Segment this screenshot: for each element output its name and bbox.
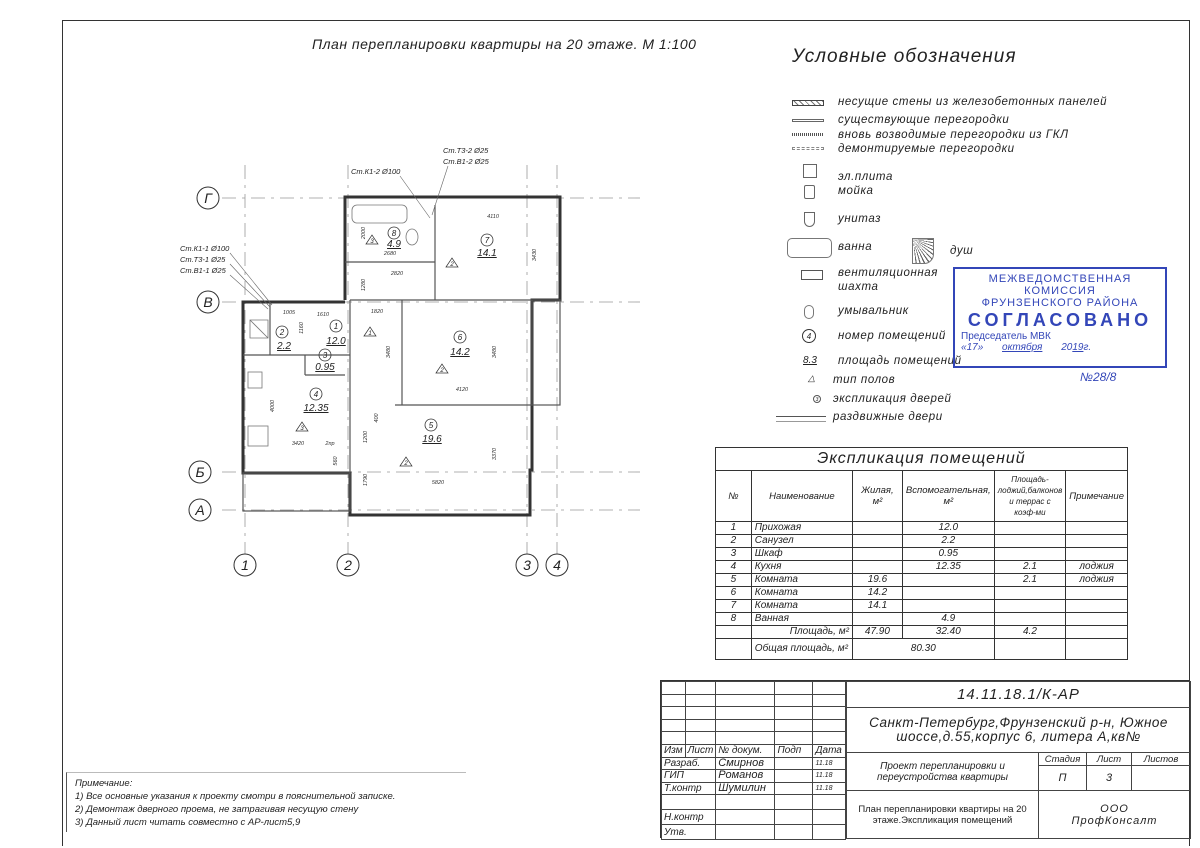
- load-bearing-wall-icon: [792, 100, 824, 106]
- legend-item: ванна: [838, 241, 873, 253]
- col-header: Изм: [662, 744, 686, 757]
- bathtub-icon: [352, 205, 407, 223]
- drawing-code: 14.11.18.1/К-АР: [846, 681, 1191, 708]
- notes: [66, 772, 466, 832]
- table-cell: [994, 548, 1066, 561]
- table-cell: Комната: [751, 600, 852, 613]
- signature-role: ГИП: [662, 770, 716, 783]
- company-line: ООО: [1100, 802, 1129, 815]
- table-row: [716, 587, 1128, 600]
- floor-type-markers: [296, 235, 458, 466]
- room-number: 5: [428, 421, 434, 430]
- table-cell: лоджия: [1066, 574, 1128, 587]
- notes-heading: Примечание:: [75, 778, 133, 789]
- dimension: 2820: [390, 271, 404, 277]
- table-cell: лоджия: [1066, 561, 1128, 574]
- signature-date: 11.18: [813, 770, 846, 783]
- table-cell: 4.9: [902, 613, 994, 626]
- partitions: [243, 205, 560, 511]
- signature-row: [662, 770, 846, 783]
- room-number: 1: [333, 322, 339, 331]
- col-header: № докум.: [716, 744, 775, 757]
- stamp-day: 17: [966, 342, 978, 353]
- table-cell: [902, 600, 994, 613]
- dimension: 4110: [487, 214, 499, 220]
- room-area: 14.2: [450, 347, 470, 358]
- total-aux: 32.40: [902, 626, 994, 639]
- table-cell: Кухня: [751, 561, 852, 574]
- stage-label: Стадия: [1038, 752, 1087, 766]
- signature-cell: [775, 795, 813, 810]
- legend-item: площадь помещений: [838, 355, 962, 367]
- dimension: 3370: [492, 447, 498, 461]
- legend-item: шахта: [838, 281, 879, 293]
- table-cell: [994, 535, 1066, 548]
- axis-markers: [189, 187, 568, 576]
- legend-item: экспликация дверей: [833, 393, 952, 405]
- room-number: 8: [391, 229, 397, 238]
- legend-item: несущие стены из железобетонных панелей: [838, 96, 1108, 108]
- table-row: [716, 535, 1128, 548]
- dimension: 1820: [370, 309, 384, 315]
- column-header: №: [716, 471, 752, 522]
- toilet-icon: [804, 212, 815, 227]
- stamp-number: №28/8: [1080, 370, 1117, 384]
- total-loggia: 4.2: [994, 626, 1066, 639]
- sheets-label: Листов: [1131, 752, 1191, 766]
- stamp-line: ФРУНЗЕНСКОГО РАЙОНА: [981, 297, 1139, 309]
- total-label: Площадь, м²: [751, 626, 852, 639]
- floor-type: 3: [370, 239, 374, 245]
- table-cell: [852, 535, 902, 548]
- shower-icon: [912, 238, 934, 264]
- sheet-name: План перепланировки квартиры на 20 этаже.Экспликация помещений: [846, 790, 1039, 839]
- explication-table: [715, 447, 1128, 660]
- axis-label: Б: [195, 464, 205, 480]
- room-area: 4.9: [387, 239, 401, 250]
- signature-row: [662, 795, 846, 810]
- table-cell: 19.6: [852, 574, 902, 587]
- demolished-partition-icon: [792, 147, 824, 150]
- loggia-kitchen: [243, 473, 350, 511]
- stamp-line: МЕЖВЕДОМСТВЕННАЯ: [988, 273, 1132, 285]
- table-cell: 12.0: [902, 522, 994, 535]
- dimension: 2680: [383, 251, 397, 257]
- note-item: 2) Демонтаж дверного проема, не затрагивая несущую стену: [75, 804, 359, 815]
- table-cell: Комната: [751, 587, 852, 600]
- legend-item: вновь возводимые перегородки из ГКЛ: [838, 129, 1069, 141]
- axis-label: 1: [241, 557, 249, 573]
- signature-role: Н.контр: [662, 810, 716, 825]
- axis-label: А: [195, 502, 205, 518]
- signature-date: [813, 810, 846, 825]
- sheet-value: 3: [1086, 765, 1132, 791]
- sheet-label: Лист: [1086, 752, 1132, 766]
- room-area: 12.0: [326, 336, 346, 347]
- project-name: Проект перепланировки и переустройства квартиры: [846, 752, 1039, 791]
- bathtub-icon: [787, 238, 832, 258]
- table-cell: [852, 522, 902, 535]
- axis-label: Г: [204, 190, 212, 206]
- signature-cell: [775, 770, 813, 783]
- legend-item: душ: [950, 245, 974, 257]
- stamp-month: октября: [1002, 342, 1043, 353]
- table-cell: Прихожая: [751, 522, 852, 535]
- column-header: Жилая, м²: [852, 471, 902, 522]
- axis-label: 3: [523, 557, 531, 573]
- legend-item: вентиляционная: [838, 267, 939, 279]
- pipe-label: Ст.В1-2 Ø25: [443, 157, 489, 166]
- room-area: 2.2: [277, 341, 291, 352]
- signature-role: Т.контр: [662, 782, 716, 795]
- table-cell: [1066, 535, 1128, 548]
- legend-title: Условные обозначения: [792, 46, 1017, 67]
- room-area: 14.1: [477, 248, 497, 259]
- stamp-approved: СОГЛАСОВАНО: [967, 310, 1153, 330]
- table-cell: [1066, 587, 1128, 600]
- table-cell: 7: [716, 600, 752, 613]
- table-cell: 2: [716, 535, 752, 548]
- overall-label: Общая площадь, м²: [751, 639, 852, 660]
- table-cell: [994, 613, 1066, 626]
- table-cell: 14.1: [852, 600, 902, 613]
- pipe-label: Ст.В1-1 Ø25: [180, 266, 226, 275]
- pipe-label: Ст.К1-1 Ø100: [180, 244, 230, 253]
- table-row: [716, 561, 1128, 574]
- dimension: 4120: [455, 387, 469, 393]
- table-cell: 1: [716, 522, 752, 535]
- signature-cell: [775, 825, 813, 840]
- table-cell: [994, 522, 1066, 535]
- room-markers: [276, 227, 493, 431]
- room-number: 2: [279, 328, 285, 337]
- room-area: 12.35: [303, 403, 329, 414]
- area-sample: 8.3: [803, 355, 817, 366]
- table-row: [716, 613, 1128, 626]
- address: Санкт-Петербург,Фрунзенский р-н, Южное шоссе,д.55,корпус 6, литера А,кв№: [846, 707, 1191, 753]
- table-cell: [1066, 522, 1128, 535]
- dimension: 400: [374, 413, 380, 423]
- floor-type: 3: [300, 426, 304, 432]
- stamp-line: КОМИССИЯ: [1024, 285, 1096, 297]
- signature-name: [716, 795, 775, 810]
- dimension: 1160: [299, 322, 305, 334]
- sink-icon: [804, 185, 815, 199]
- legend-item: умывальник: [838, 305, 909, 317]
- axis-label: В: [203, 294, 213, 310]
- legend-item: существующие перегородки: [838, 114, 1010, 126]
- signature-date: [813, 795, 846, 810]
- stamp-chairman: Председатель МВК: [961, 331, 1051, 342]
- signature-name: Смирнов: [716, 757, 775, 770]
- table-caption: Экспликация помещений: [716, 448, 1128, 471]
- stove-icon: [803, 164, 817, 178]
- stamp-year-unit: г.: [1083, 342, 1092, 353]
- pipe-label: Ст.К1-2 Ø100: [351, 167, 401, 176]
- floor-type: 2: [450, 262, 454, 268]
- signature-cell: [775, 810, 813, 825]
- table-cell: 12.35: [902, 561, 994, 574]
- floor-type: 1: [368, 331, 372, 337]
- table-cell: Комната: [751, 574, 852, 587]
- company: [1038, 790, 1191, 839]
- col-header: Лист: [685, 744, 716, 757]
- signature-role: Разраб.: [662, 757, 716, 770]
- room-number: 3: [322, 351, 328, 360]
- dimension: 1790: [363, 473, 369, 487]
- signature-date: [813, 825, 846, 840]
- signature-name: [716, 810, 775, 825]
- pipe-label: Ст.Т3-2 Ø25: [443, 146, 489, 155]
- signature-row: [662, 810, 846, 825]
- table-row: [716, 600, 1128, 613]
- table-cell: 3: [716, 548, 752, 561]
- column-header: Вспомогательная, м²: [902, 471, 994, 522]
- column-header: Наименование: [751, 471, 852, 522]
- dimension: 1200: [363, 430, 369, 444]
- axis-lines: [222, 165, 640, 555]
- table-cell: [852, 613, 902, 626]
- signature-row: [662, 825, 846, 840]
- company-line: ПрофКонсалт: [1071, 814, 1158, 827]
- table-cell: [902, 574, 994, 587]
- floor-type: 2: [404, 461, 408, 467]
- legend-item: унитаз: [838, 213, 882, 225]
- gkl-partition-icon: [792, 133, 824, 136]
- table-row: [716, 574, 1128, 587]
- dimension: 3480: [492, 345, 498, 359]
- table-cell: 2.1: [994, 561, 1066, 574]
- loggia-room6: [532, 300, 560, 405]
- signature-date: 11.18: [813, 757, 846, 770]
- ventilation-shaft-icon: [801, 270, 823, 280]
- legend-item: тип полов: [833, 374, 896, 386]
- title-block: [660, 680, 1190, 838]
- dimension: 1005: [282, 310, 296, 316]
- dimension: 3420: [291, 441, 305, 447]
- table-cell: 6: [716, 587, 752, 600]
- room-area: 19.6: [422, 434, 442, 445]
- note-item: 1) Все основные указания к проекту смотри в пояснительной записке.: [75, 791, 396, 802]
- signature-cell: [775, 782, 813, 795]
- approval-stamp: МЕЖВЕДОМСТВЕННАЯ КОМИССИЯ ФРУНЗЕНСКОГО РАЙОНА СОГЛАСОВАНО Председатель МВК «17» октября 2019г.: [953, 267, 1167, 368]
- table-cell: [1066, 548, 1128, 561]
- table-cell: Санузел: [751, 535, 852, 548]
- signature-date: 11.18: [813, 782, 846, 795]
- stage-value: П: [1038, 765, 1087, 791]
- table-cell: Ванная: [751, 613, 852, 626]
- table-cell: [1066, 613, 1128, 626]
- axis-label: 2: [344, 557, 352, 573]
- table-cell: [994, 600, 1066, 613]
- column-header: Площадь-лоджий,балконов и террас с коэф-ми: [994, 471, 1066, 522]
- dimension: 2000: [361, 226, 367, 240]
- note-item: 3) Данный лист читать совместно с АР-лист5,9: [75, 817, 301, 828]
- table-cell: [994, 587, 1066, 600]
- legend-item: мойка: [838, 185, 874, 197]
- stove-icon: [248, 426, 268, 446]
- floor-type: 2: [440, 368, 444, 374]
- sink-icon: [248, 372, 262, 388]
- room-number: 7: [484, 236, 490, 245]
- signature-role: Утв.: [662, 825, 716, 840]
- room-number: 4: [313, 390, 319, 399]
- table-cell: 5: [716, 574, 752, 587]
- table-row: [716, 522, 1128, 535]
- signature-row: [662, 757, 846, 770]
- signature-name: Романов: [716, 770, 775, 783]
- door-number-icon: 3: [813, 395, 821, 403]
- dimension: 2пр: [325, 441, 335, 447]
- table-cell: 4: [716, 561, 752, 574]
- legend-item: эл.плита: [838, 171, 893, 183]
- drawing-title: План перепланировки квартиры на 20 этаже. М 1:100: [312, 36, 697, 52]
- axis-label: 4: [553, 557, 561, 573]
- dimension: 1610: [316, 312, 330, 318]
- table-cell: 2.1: [994, 574, 1066, 587]
- dimension: 3430: [532, 248, 538, 262]
- stamp-year-prefix: 20: [1061, 342, 1073, 353]
- dimension: 3480: [386, 345, 392, 359]
- table-cell: [852, 561, 902, 574]
- signature-role: [662, 795, 716, 810]
- signature-name: [716, 825, 775, 840]
- table-row: [716, 548, 1128, 561]
- signature-cell: [775, 757, 813, 770]
- room-number-icon: 4: [802, 329, 816, 343]
- sheets-value: [1131, 765, 1191, 791]
- table-cell: [902, 587, 994, 600]
- table-cell: [1066, 600, 1128, 613]
- signatures-table: [661, 681, 846, 840]
- pipe-label: Ст.Т3-1 Ø25: [180, 255, 226, 264]
- shower-icon: [250, 320, 268, 338]
- table-cell: 0.95: [902, 548, 994, 561]
- floor-type-icon: △: [808, 373, 815, 383]
- table-cell: Шкаф: [751, 548, 852, 561]
- dimension: 560: [333, 456, 339, 466]
- dimension: 1280: [361, 278, 367, 292]
- table-cell: 2.2: [902, 535, 994, 548]
- dimension: 5820: [431, 480, 445, 486]
- room-number: 6: [457, 333, 463, 342]
- stamp-year: 19: [1072, 342, 1084, 353]
- legend-item: раздвижные двери: [833, 411, 943, 423]
- overall-value: 80.30: [852, 639, 994, 660]
- total-living: 47.90: [852, 626, 902, 639]
- room-area: 0.95: [315, 362, 335, 373]
- partition-icon: [792, 119, 824, 122]
- table-cell: 8: [716, 613, 752, 626]
- col-header: Подп: [775, 744, 813, 757]
- legend-item: демонтируемые перегородки: [838, 143, 1015, 155]
- floor-plan: [0, 0, 700, 600]
- signature-name: Шумилин: [716, 782, 775, 795]
- table-cell: 14.2: [852, 587, 902, 600]
- signature-row: [662, 782, 846, 795]
- dimension: 4000: [270, 399, 276, 413]
- column-header: Примечание: [1066, 471, 1128, 522]
- legend-item: номер помещений: [838, 330, 946, 342]
- col-header: Дата: [813, 744, 846, 757]
- sliding-door-icon: [776, 416, 826, 422]
- toilet-icon: [406, 229, 418, 245]
- table-cell: [852, 548, 902, 561]
- washbasin-icon: [804, 305, 814, 319]
